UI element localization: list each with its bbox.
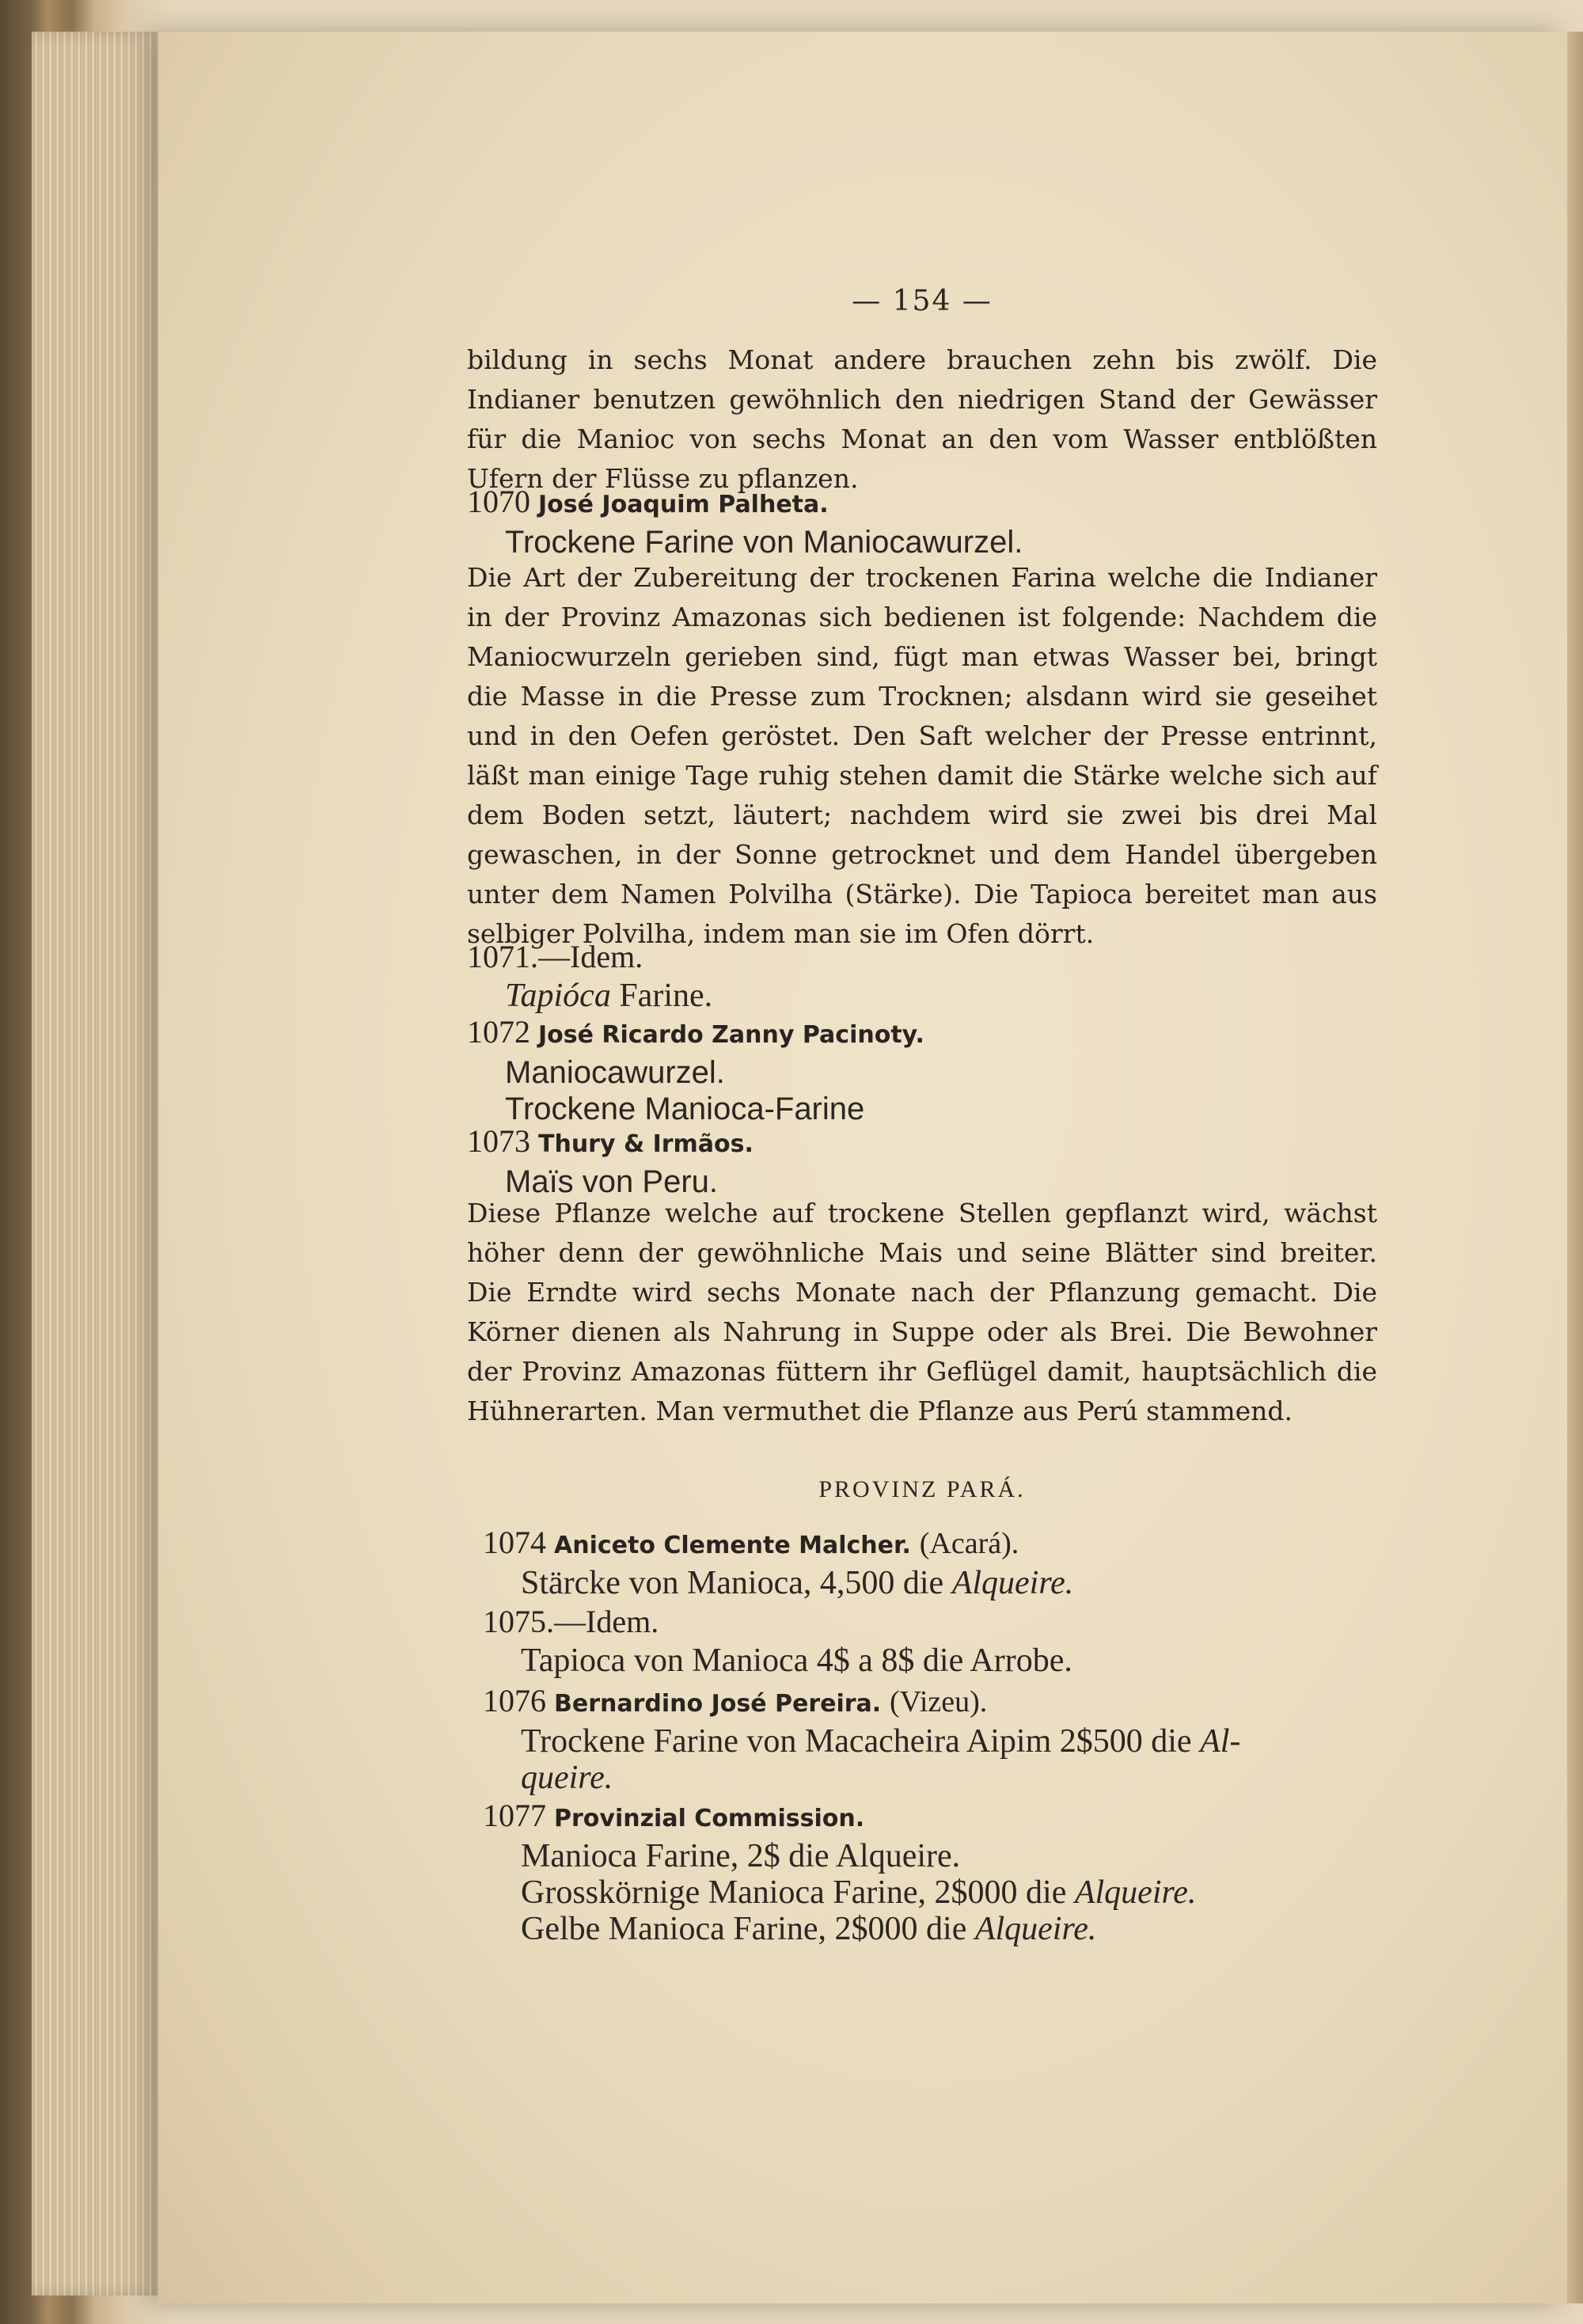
entry-1073 <box>467 1122 1377 1200</box>
entry-1071 <box>467 938 1377 1014</box>
entry-line-italic: Al- <box>1200 1723 1241 1760</box>
entry-line: Gelbe Manioca Farine, 2$000 die Alqueire. <box>521 1911 1097 1947</box>
entry-1070 <box>467 483 1377 560</box>
entry-number: 1075.—Idem. <box>483 1604 659 1639</box>
entry-line-italic: Tapióca <box>505 978 611 1014</box>
entry-number: 1070 <box>467 484 530 519</box>
entry-number: 1074 <box>483 1525 546 1560</box>
entry-line <box>505 978 1377 1014</box>
entry-line: Grosskörnige Manioca Farine, 2$000 die Alqueire. <box>521 1874 1197 1911</box>
entry-line-italic: Alqueire. <box>1074 1874 1197 1911</box>
section-heading: PROVINZ PARÁ. <box>818 1476 1026 1502</box>
entry-line: Trockene Farine von Macacheira Aipim 2$500 die Al- <box>521 1723 1241 1760</box>
book-page-edges <box>32 32 174 2296</box>
entry-line: Trockene Farine von Maniocawurzel. <box>505 525 1023 560</box>
entry-1074 <box>483 1524 1393 1601</box>
entry-line: Stärcke von Manioca, 4,500 die Alqueire. <box>521 1565 1074 1601</box>
paragraph-intro <box>467 340 1377 499</box>
entry-line: Manioca Farine, 2$ die Alqueire. <box>521 1838 961 1874</box>
page-right-edge <box>1567 32 1583 2303</box>
entry-number: 1076 <box>483 1683 546 1718</box>
entry-line-italic: queire. <box>521 1760 613 1796</box>
exhibitor-name: Aniceto Clemente Malcher. <box>554 1532 911 1559</box>
paragraph-text: bildung in sechs Monat andere brauchen zehn bis zwölf. Die Indianer benutzen gewöhnlich den niedrigen Stand der Gewässer für die Manioc von sechs Monat an den vom Wasser entblößten Ufern der Flüsse zu pflanzen. <box>467 344 1377 494</box>
entry-1076 <box>483 1682 1393 1796</box>
paragraph-text: Diese Pflanze welche auf trockene Stellen gepflanzt wird, wächst höher denn der gewöhnliche Mais und seine Blätter sind breiter. Die Erndte wird sechs Monate nach der Pflanzung gemacht. Die Körner dienen als Nahrung in Suppe oder als Brei. Die Bewohner der Provinz Amazonas füttern ihr Geflügel damit, hauptsächlich die Hühnerarten. Man vermuthet die Pflanze aus Perú stammend. <box>467 1198 1377 1426</box>
entry-line: Trockene Manioca-Farine <box>505 1092 865 1126</box>
entry-line-italic: Alqueire. <box>951 1565 1074 1601</box>
page-number: — 154 — <box>852 285 993 317</box>
paragraph-text: Die Art der Zubereitung der trockenen Farina welche die Indianer in der Provinz Amazonas sich bedienen ist folgende: Nachdem die Maniocwurzeln gerieben sind, fügt man etwas Wasser bei, bringt die Masse in die Presse zum Trocknen; alsdann wird sie geseihet und in den Oefen geröstet. Den Saft welcher der Presse entrinnt, läßt man einige Tage ruhig stehen damit die Stärke welche sich auf dem Boden setzt, läutert; nachdem wird sie zwei bis drei Mal gewaschen, in der Sonne getrocknet und dem Handel übergeben unter dem Namen Polvilha (Stärke). Die Tapioca bereitet man aus selbiger Polvilha, indem man sie im Ofen dörrt. <box>467 562 1377 949</box>
entry-number: 1072 <box>467 1014 530 1050</box>
entry-1072 <box>467 1013 1377 1127</box>
exhibitor-name: José Joaquim Palheta. <box>538 491 829 518</box>
paragraph-preparation <box>467 558 1377 954</box>
entry-number: 1077 <box>483 1798 546 1833</box>
exhibitor-name: Bernardino José Pereira. <box>554 1690 882 1718</box>
exhibitor-place: (Vizeu). <box>890 1685 988 1718</box>
entry-number: 1071.—Idem. <box>467 939 643 974</box>
entry-1077 <box>483 1797 1393 1947</box>
exhibitor-place: (Acará). <box>919 1527 1019 1560</box>
entry-line-rest: Farine. <box>610 978 713 1014</box>
exhibitor-name: Thury & Irmãos. <box>538 1130 754 1158</box>
paragraph-mais <box>467 1194 1377 1431</box>
exhibitor-name: José Ricardo Zanny Pacinoty. <box>538 1021 924 1049</box>
entry-number: 1073 <box>467 1123 530 1159</box>
entry-line-italic: Alqueire. <box>974 1911 1097 1947</box>
entry-line: Maïs von Peru. <box>505 1164 719 1199</box>
exhibitor-name: Provinzial Commission. <box>554 1805 865 1832</box>
entry-line: Tapioca von Manioca 4$ a 8$ die Arrobe. <box>521 1642 1072 1679</box>
entry-1075 <box>483 1603 1393 1679</box>
entry-line: Maniocawurzel. <box>505 1055 725 1090</box>
